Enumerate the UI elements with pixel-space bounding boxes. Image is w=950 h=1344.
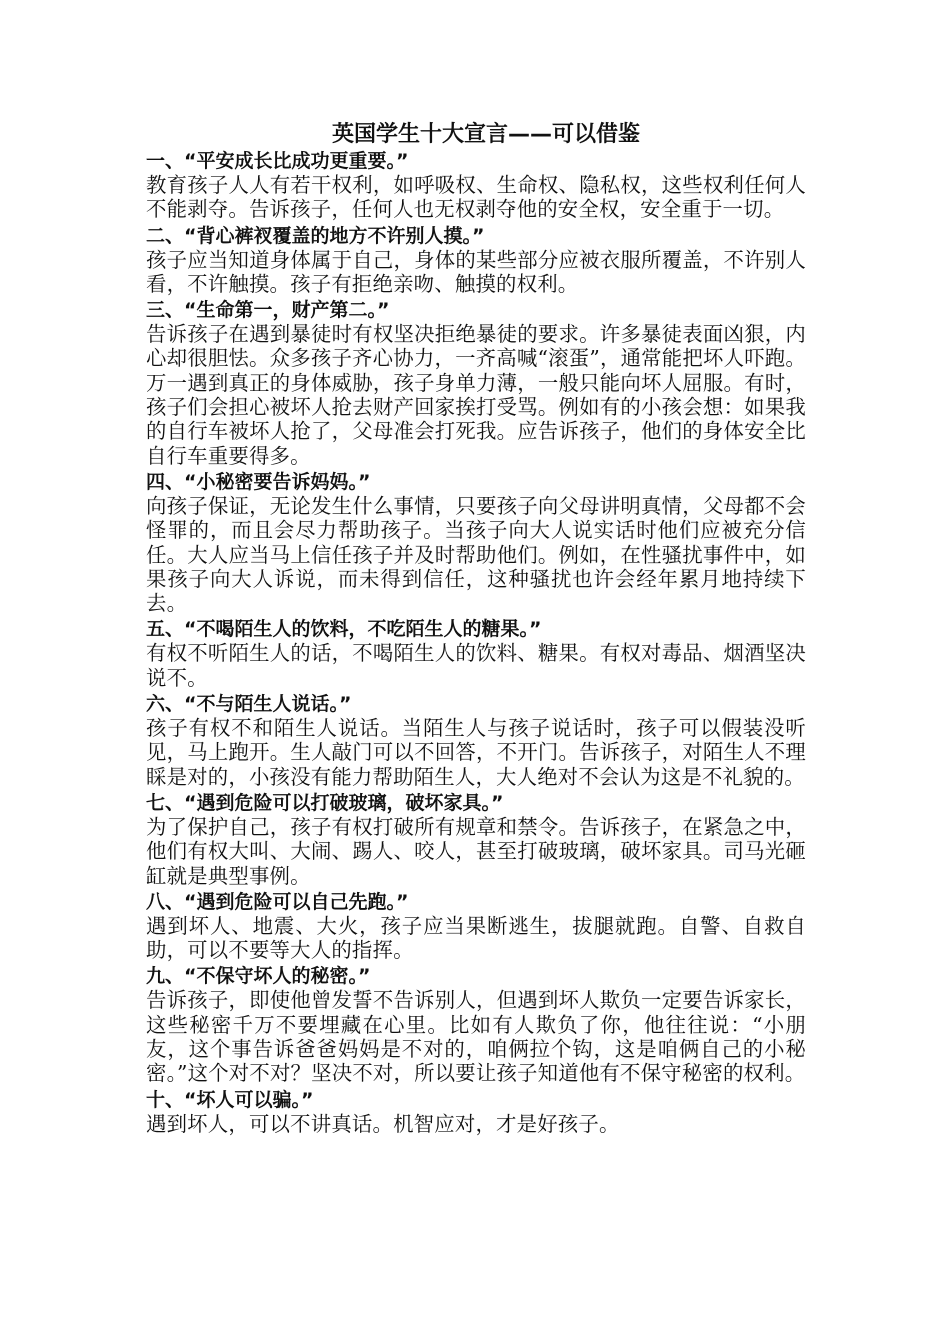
section-body: 孩子有权不和陌生人说话。当陌生人与孩子说话时，孩子可以假装没听见，马上跑开。生人敲门可以不回答，不开门。告诉孩子，对陌生人不理睬是对的，小孩没有能力帮助陌生人，大人绝对不会认为这是不礼貌的。: [146, 716, 806, 789]
section-2: [146, 224, 806, 297]
section-1: [146, 149, 806, 222]
section-4: [146, 470, 806, 615]
section-body: 告诉孩子，即使他曾发誓不告诉别人，但遇到坏人欺负一定要告诉家长，这些秘密千万不要埋藏在心里。比如有人欺负了你，他往往说：“小朋友，这个事告诉爸爸妈妈是不对的，咱俩拉个钩，这是咱俩自己的小秘密。”这个对不对？坚决不对，所以要让孩子知道他有不保守秘密的权利。: [146, 988, 806, 1086]
section-heading: 一、“平安成长比成功更重要。”: [146, 150, 409, 172]
section-3: [146, 298, 806, 468]
section-7: [146, 791, 806, 888]
section-heading: 九、“不保守坏人的秘密。”: [146, 965, 371, 988]
section-9: [146, 964, 806, 1085]
section-body: 遇到坏人，可以不讲真话。机智应对，才是好孩子。: [146, 1111, 620, 1136]
section-heading: 四、“小秘密要告诉妈妈。”: [146, 470, 371, 493]
section-body: 孩子应当知道身体属于自己，身体的某些部分应被衣服所覆盖，不许别人看，不许触摸。孩子有拒绝亲吻、触摸的权利。: [146, 247, 806, 296]
section-heading: 八、“遇到危险可以自己先跑。”: [146, 890, 409, 913]
section-body: 告诉孩子在遇到暴徒时有权坚决拒绝暴徒的要求。许多暴徒表面凶狠，内心却很胆怯。众多孩子齐心协力，一齐高喊“滚蛋”，通常能把坏人吓跑。万一遇到真正的身体威胁，孩子身单力薄，一般只能向坏人屈服。有时，孩子们会担心被坏人抢去财产回家挨打受骂。例如有的小孩会想：如果我的自行车被坏人抢了，父母准会打死我。应告诉孩子，他们的身体安全比自行车重要得多。: [146, 322, 806, 468]
section-5: [146, 617, 806, 690]
section-body: 遇到坏人、地震、大火，孩子应当果断逃生，拔腿就跑。自警、自救自助，可以不要等大人的指挥。: [146, 913, 806, 963]
section-heading: 十、“坏人可以骗。”: [146, 1088, 314, 1111]
section-heading: 二、“背心裤衩覆盖的地方不许别人摸。”: [146, 224, 485, 247]
section-6: [146, 692, 806, 789]
section-body: 有权不听陌生人的话，不喝陌生人的饮料、糖果。有权对毒品、烟酒坚决说不。: [146, 641, 806, 690]
section-body: 教育孩子人人有若干权利，如呼吸权、生命权、隐私权，这些权利任何人不能剥夺。告诉孩子，任何人也无权剥夺他的安全权，安全重于一切。: [146, 173, 806, 222]
section-10: [146, 1088, 806, 1136]
section-heading: 七、“遇到危险可以打破玻璃，破坏家具。”: [146, 791, 504, 814]
section-body: 为了保护自己，孩子有权打破所有规章和禁令。告诉孩子，在紧急之中，他们有权大叫、大闹、踢人、咬人，甚至打破玻璃，破坏家具。司马光砸缸就是典型事例。: [146, 814, 806, 888]
section-heading: 三、“生命第一，财产第二。”: [146, 299, 390, 322]
document-page: [146, 120, 806, 1138]
section-heading: 六、“不与陌生人说话。”: [146, 693, 352, 716]
section-heading: 五、“不喝陌生人的饮料，不吃陌生人的糖果。”: [146, 618, 542, 641]
section-8: [146, 890, 806, 963]
section-body: 向孩子保证，无论发生什么事情，只要孩子向父母讲明真情，父母都不会怪罪的，而且会尽力帮助孩子。当孩子向大人说实话时他们应被充分信任。大人应当马上信任孩子并及时帮助他们。例如，在性骚扰事件中，如果孩子向大人诉说，而未得到信任，这种骚扰也许会经年累月地持续下去。: [146, 493, 806, 616]
document-title: 英国学生十大宣言——可以借鉴: [331, 122, 640, 147]
